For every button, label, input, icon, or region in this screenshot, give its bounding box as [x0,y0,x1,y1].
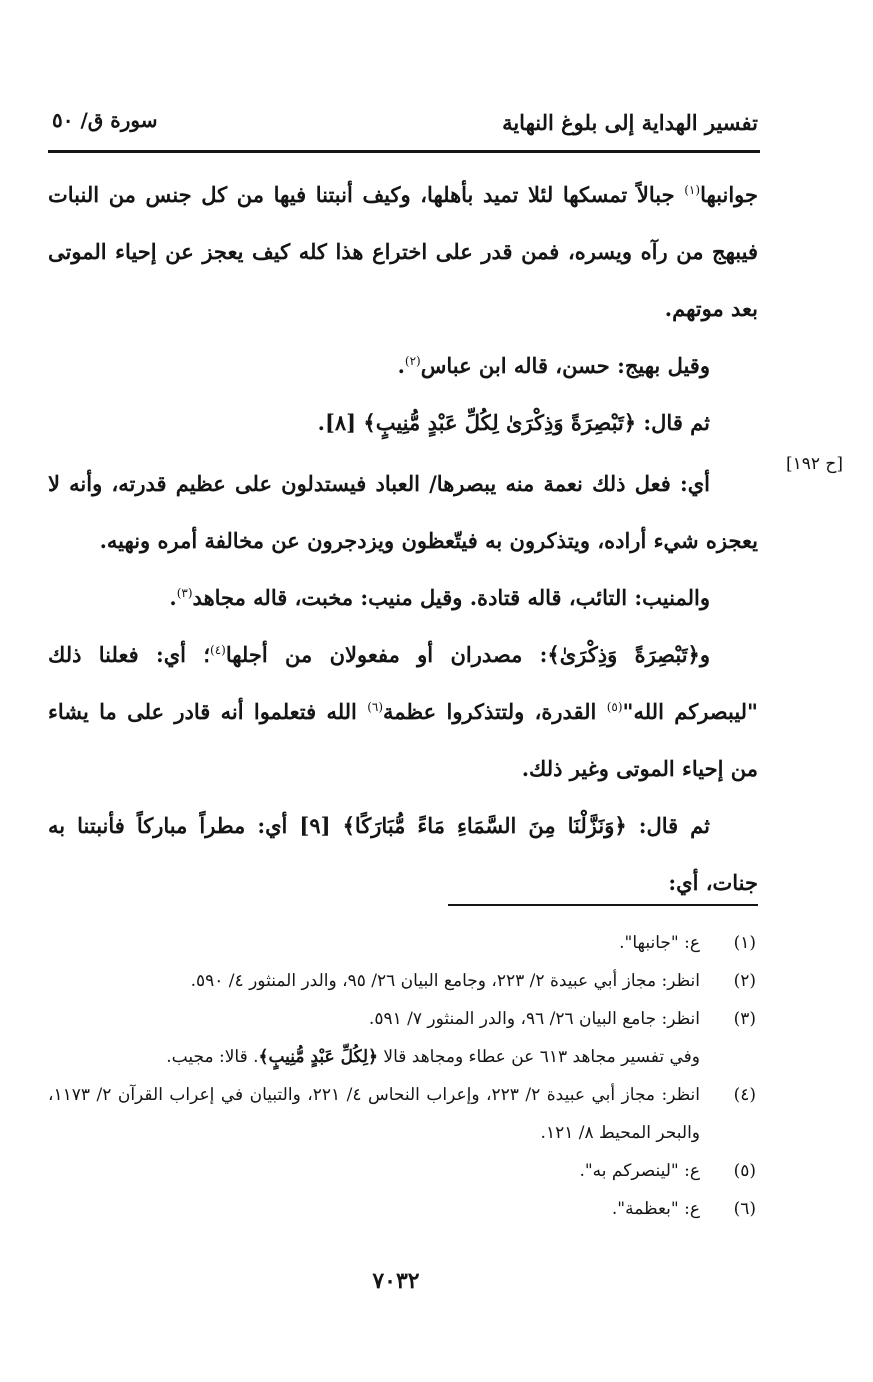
footnote-text: انظر: جامع البيان ٢٦/ ٩٦، والدر المنثور ٧/ ٥٩١. [368,1009,700,1029]
footnote-marker: (٥) [606,700,623,714]
footnote-marker: (٣) [176,586,193,600]
manuscript-folio-ref: [ح ١٩٢] [785,454,843,474]
footnotes [48,924,760,1228]
footnote-item [48,924,760,962]
footnote-marker: (٢) [404,354,421,368]
quran-verse: ﴿وَنَزَّلْنَا مِنَ السَّمَاءِ مَاءً مُّبَارَكًا﴾ [342,813,627,838]
footnote-number: (٦) [733,1199,756,1219]
footnote-separator [448,904,758,906]
paragraph: والمنيب: التائب، قاله قتادة. وقيل منيب: مخبت، قاله مجاهد$^{(٣)}$. [169,585,710,610]
sura-label: سورة ق/ ٥٠ [52,108,158,132]
paragraph: وقيل بهيج: حسن، قاله ابن عباس$^{(٢)}$. [397,353,710,378]
footnote-item [48,1076,760,1152]
paragraph: و﴿تَبْصِرَةً وَذِكْرَىٰ﴾: مصدران أو مفعولان من أجلها$^{(٤)}$؛ أي: فعلنا ذلك "ليبصركم الله"$^{(٥)}$ القدرة، ولتتذكروا عظمة$^{(٦)}$ الله فتعلموا أنه قادر على ما يشاء من إحياء الموتى وغير ذلك. [48,642,759,781]
footnote-number: (٢) [733,971,756,991]
header-rule [48,150,760,153]
paragraph: ثم قال: ﴿وَنَزَّلْنَا مِنَ السَّمَاءِ مَاءً مُّبَارَكًا﴾ [٩] أي: مطراً مباركاً فأنبتنا به جنات، أي: [48,813,758,895]
paragraph: ثم قال: ﴿تَبْصِرَةً وَذِكْرَىٰ لِكُلِّ عَبْدٍ مُّنِيبٍ﴾ [٨]. [317,410,710,435]
footnote-marker: (٦) [367,700,384,714]
page-number: ٧٠٣٢ [372,1268,420,1294]
footnote-continuation: وفي تفسير مجاهد ٦١٣ عن عطاء ومجاهد قالا ﴿لِكُلِّ عَبْدٍ مُّنِيبٍ﴾. قالا: مجيب. [166,1047,700,1067]
footnote-text: انظر: مجاز أبي عبيدة ٢/ ٢٢٣، وإعراب النحاس ٤/ ٢٢١، والتبيان في إعراب القرآن ٢/ ١١٧٣، والبحر المحيط ٨/ ١٢١. [48,1085,700,1143]
footnote-text: ع: "لينصركم به". [579,1161,700,1181]
footnote-number: (١) [733,933,756,953]
footnote-number: (٥) [733,1161,756,1181]
footnote-item [48,962,760,1000]
footnote-number: (٣) [733,1009,756,1029]
footnote-text: انظر: مجاز أبي عبيدة ٢/ ٢٢٣، وجامع البيان ٢٦/ ٩٥، والدر المنثور ٤/ ٥٩٠. [190,971,700,991]
quran-verse: ﴿تَبْصِرَةً وَذِكْرَىٰ﴾ [547,642,700,667]
footnote-item [48,1152,760,1190]
footnote-item [48,1190,760,1228]
quran-verse: ﴿تَبْصِرَةً وَذِكْرَىٰ لِكُلِّ عَبْدٍ مُّنِيبٍ﴾ [363,410,637,435]
main-text [48,166,758,911]
footnote-text: ع: "جانبها". [619,933,700,953]
quran-verse: ﴿لِكُلِّ عَبْدٍ مُّنِيبٍ﴾ [258,1047,378,1067]
paragraph: أي: فعل ذلك نعمة منه يبصرها/ العباد فيستدلون على عظيم قدرته، وأنه لا يعجزه شيء أراده، ويتذكرون به فيتّعظون ويزدجرون عن مخالفة أمره ونهيه. [48,471,758,553]
book-title: تفسير الهداية إلى بلوغ النهاية [502,110,758,135]
footnote-number: (٤) [733,1085,756,1105]
running-header [48,98,758,146]
footnote-text: ع: "بعظمة". [611,1199,700,1219]
footnote-item [48,1000,760,1038]
paragraph: جوانبها$^{(١)}$ جبالاً تمسكها لئلا تميد بأهلها، وكيف أنبتنا فيها من كل جنس من النبات فيبهج من رآه ويسره، فمن قدر على اختراع هذا كله كيف يعجز عن إحياء الموتى بعد موتهم. [48,182,758,321]
footnote-marker: (١) [684,183,701,197]
footnote-marker: (٤) [210,643,226,657]
